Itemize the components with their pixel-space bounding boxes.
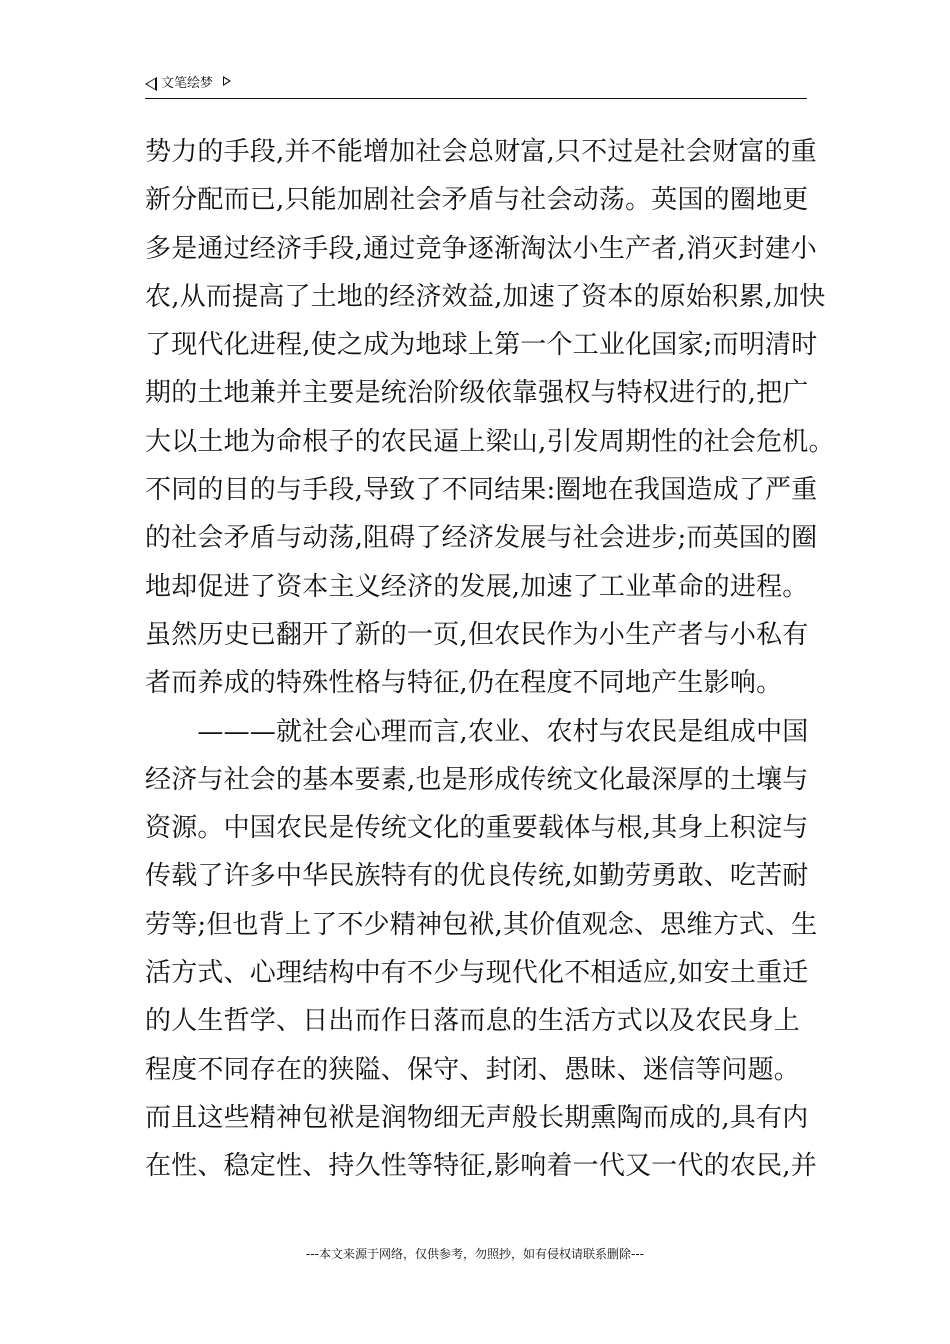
text-line: 传载了许多中华民族特有的优良传统,如勤劳勇敢、吃苦耐 — [145, 861, 809, 892]
text-line: 虽然历史已翻开了新的一页,但农民作为小生产者与小私有 — [145, 619, 809, 650]
triangle-right-icon — [223, 76, 231, 86]
text-line: 的社会矛盾与动荡,阻碍了经济发展与社会进步;而英国的圈 — [145, 523, 818, 554]
brand-text: 文笔绘梦 — [161, 76, 214, 91]
text-line: 程度不同存在的狭隘、保守、封闭、愚昧、迷信等问题。 — [145, 1054, 801, 1085]
text-line: 的人生哲学、日出而作日落而息的生活方式以及农民身上 — [145, 1006, 801, 1037]
text-line: ———就社会心理而言,农业、农村与农民是组成中国 — [145, 716, 809, 747]
text-line: 不同的目的与手段,导致了不同结果:圈地在我国造成了严重 — [145, 475, 818, 506]
text-line: 大以土地为命根子的农民逼上梁山,引发周期性的社会危机。 — [145, 426, 835, 457]
text-line: 者而养成的特殊性格与特征,仍在程度不同地产生影响。 — [145, 668, 783, 699]
text-line: 了现代化进程,使之成为地球上第一个工业化国家;而明清时 — [145, 330, 818, 361]
text-line: 经济与社会的基本要素,也是形成传统文化最深厚的土壤与 — [145, 764, 809, 795]
text-line: 多是通过经济手段,通过竞争逐渐淘汰小生产者,消灭封建小 — [145, 233, 817, 264]
text-line: 在性、稳定性、持久性等特征,影响着一代又一代的农民,并 — [145, 1151, 817, 1182]
triangle-left-icon — [145, 77, 157, 91]
text-line: 劳等;但也背上了不少精神包袱,其价值观念、思维方式、生 — [145, 909, 818, 940]
text-line: 新分配而已,只能加剧社会矛盾与社会动荡。英国的圈地更 — [145, 185, 809, 216]
footer-notice: ---本文来源于网络，仅供参考，勿照抄，如有侵权请联系删除--- — [306, 1247, 644, 1261]
text-line: 地却促进了资本主义经济的发展,加速了工业革命的进程。 — [145, 571, 809, 602]
text-line: 期的土地兼并主要是统治阶级依靠强权与特权进行的,把广 — [145, 378, 809, 409]
text-line: 农,从而提高了土地的经济效益,加速了资本的原始积累,加快 — [145, 281, 826, 312]
page-header — [145, 74, 807, 99]
brand — [145, 74, 231, 94]
text-line: 势力的手段,并不能增加社会总财富,只不过是社会财富的重 — [145, 137, 817, 167]
body-text — [145, 128, 835, 1191]
text-line: 资源。中国农民是传统文化的重要载体与根,其身上积淀与 — [145, 813, 809, 844]
text-line: 而且这些精神包袱是润物细无声般长期熏陶而成的,具有内 — [145, 1102, 809, 1133]
text-line: 活方式、心理结构中有不少与现代化不相适应,如安土重迁 — [145, 958, 809, 989]
